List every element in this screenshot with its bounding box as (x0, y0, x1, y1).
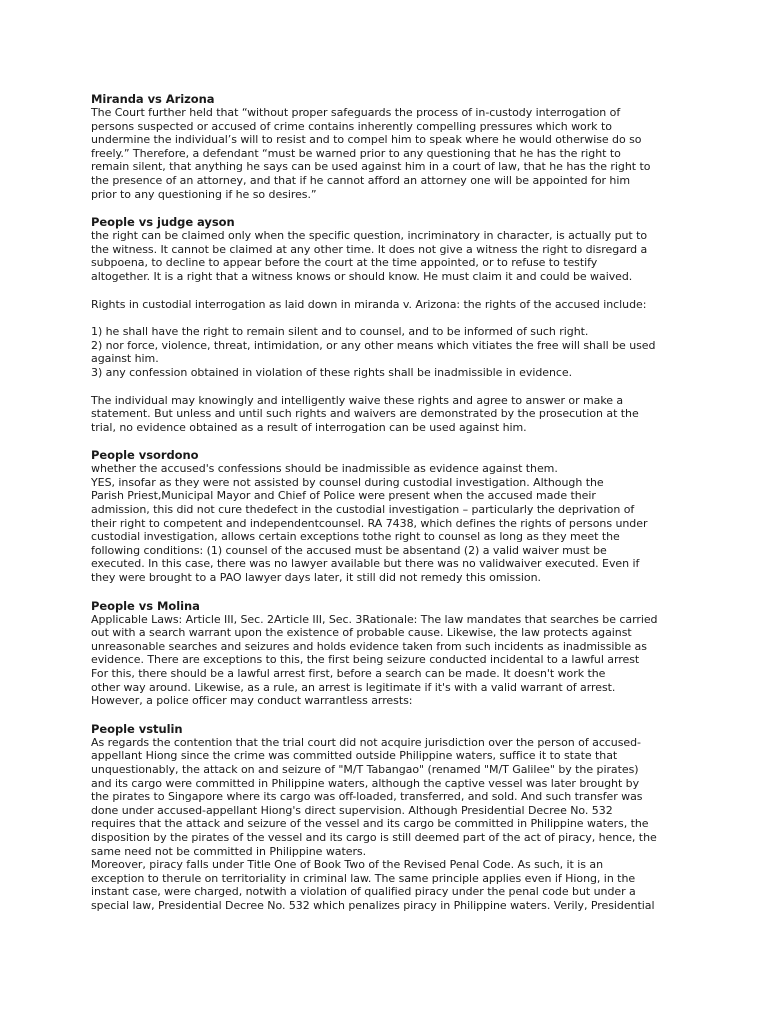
section-paragraph: whether the accused's confessions should be inadmissible as evidence against them. YES, insofar as they were not assisted by counsel during custodial investigation. Although the Parish Priest,Municipal Mayor and Chief of Police were present when the accused made their admission, this did not cure thedefect in the custodial investigation – particularly the deprivation of their right to competent and independentcounsel. RA 7438, which defines the rights of persons under custodial investigation, allows certain exceptions tothe right to counsel as long as they meet the following conditions: (1) counsel of the accused must be absentand (2) a valid waiver must be executed. In this case, there was no lawyer available but there was no validwaiver executed. Even if they were brought to a PAO lawyer days later, it still did not remedy this omission. (91, 462, 648, 585)
section-people-vstulin (91, 722, 683, 913)
section-heading: People vs Molina (91, 598, 200, 613)
section-paragraph: The individual may knowingly and intelligently waive these rights and agree to answer or make a statement. But unless and until such rights and waivers are demonstrated by the prosecution at the trial, no evidence obtained as a result of interrogation can be used against him. (91, 393, 639, 434)
section-heading: People vstulin (91, 721, 183, 736)
section-paragraph: As regards the contention that the trial court did not acquire jurisdiction over the person of accused- appellant Hiong since the crime was committed outside Philippine waters, suffice it to state that unquestionably, the attack on and seizure of "M/T Tabangao" (renamed "M/T Galilee" by the pirates) and its cargo were committed in Philippine waters, although the captive vessel was later brought by the pirates to Singapore where its cargo was off-loaded, transferred, and sold. And such transfer was done under accused-appellant Hiong's direct supervision. Although Presidential Decree No. 532 requires that the attack and seizure of the vessel and its cargo be committed in Philippine waters, the disposition by the pirates of the vessel and its cargo is still deemed part of the act of piracy, hence, the same need not be committed in Philippine waters. Moreover, piracy falls under Title One of Book Two of the Revised Penal Code. As such, it is an exception to therule on territoriality in criminal law. The same principle applies even if Hiong, in the instant case, were charged, notwith a violation of qualified piracy under the penal code but under a special law, Presidential Decree No. 532 which penalizes piracy in Philippine waters. Verily, Presidential (91, 735, 657, 912)
section-heading: Miranda vs Arizona (91, 92, 215, 106)
section-paragraph: Applicable Laws: Article III, Sec. 2Article III, Sec. 3Rationale: The law mandates that searches be carried out with a search warrant upon the existence of probable cause. Likewise, the law protects against unreasonable searches and seizures and holds evidence taken from such incidents as inadmissible as evidence. There are exceptions to this, the first being seizure conducted incidental to a lawful arrest For this, there should be a lawful arrest first, before a search can be made. It doesn't work the other way around. Likewise, as a rule, an arrest is legitimate if it's with a valid warrant of arrest. However, a police officer may conduct warrantless arrests: (91, 612, 658, 708)
section-miranda-vs-arizona (91, 92, 683, 201)
rights-list: 1) he shall have the right to remain silent and to counsel, and to be informed of such right. 2) nor force, violence, threat, intimidation, or any other means which vitiates the free will shall be used against him. 3) any confession obtained in violation of these rights shall be inadmissible in evidence. (91, 325, 656, 379)
section-people-vsordono (91, 448, 683, 584)
section-people-vs-molina (91, 599, 683, 708)
section-paragraph: Rights in custodial interrogation as laid down in miranda v. Arizona: the rights of the accused include: (91, 297, 647, 311)
section-paragraph: the right can be claimed only when the specific question, incriminatory in character, is actually put to the witness. It cannot be claimed at any other time. It does not give a witness the right to disregard a subpoena, to decline to appear before the court at the time appointed, or to refuse to testify altogether. It is a right that a witness knows or should know. He must claim it and could be waived. (91, 229, 648, 283)
section-heading: People vsordono (91, 448, 199, 463)
section-people-vs-judge-ayson (91, 215, 683, 434)
document-body (91, 92, 683, 927)
section-heading: People vs judge ayson (91, 215, 235, 230)
section-paragraph: The Court further held that “without proper safeguards the process of in-custody interrogation of persons suspected or accused of crime contains inherently compelling pressures which work to undermine the individual’s will to resist and to compel him to speak where he would otherwise do so freely.” Therefore, a defendant “must be warned prior to any questioning that he has the right to remain silent, that anything he says can be used against him in a court of law, that he has the right to the presence of an attorney, and that if he cannot afford an attorney one will be appointed for him prior to any questioning if he so desires.” (91, 106, 651, 201)
